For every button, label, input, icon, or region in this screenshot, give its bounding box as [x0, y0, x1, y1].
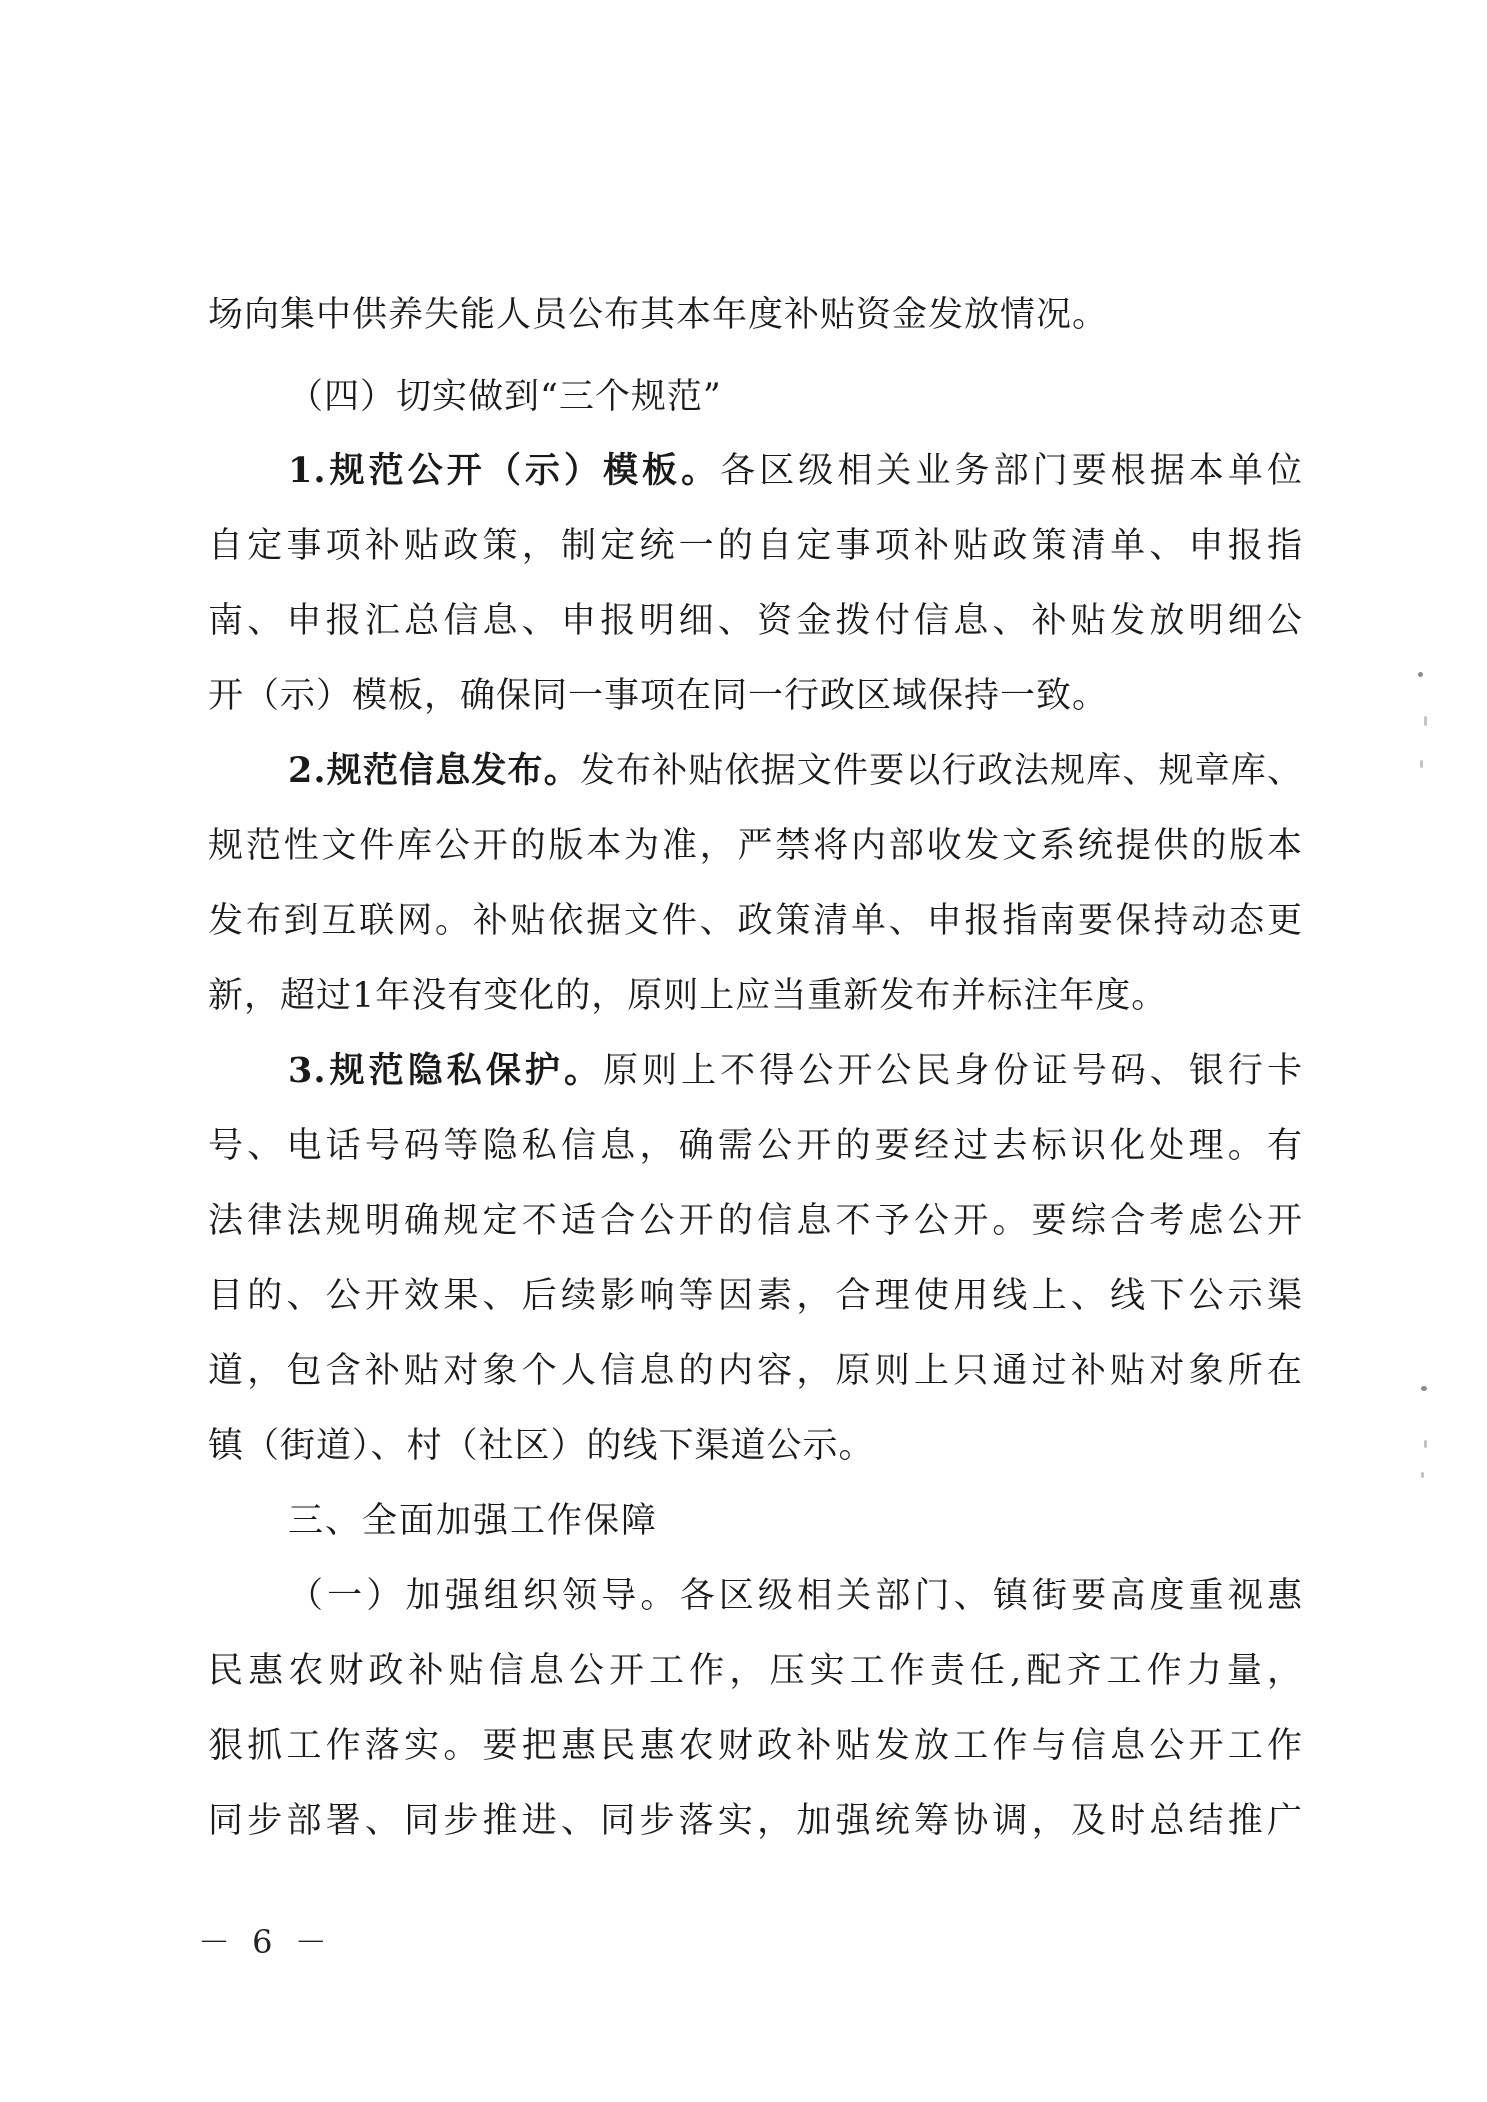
- paragraph-line: 场向集中供养失能人员公布其本年度补贴资金发放情况。: [208, 295, 1109, 335]
- paragraph-line: 1.规范公开（示）模板。各区级相关业务部门要根据本单位: [288, 450, 1303, 491]
- item-lead: 1.规范公开（示）模板。: [288, 450, 721, 491]
- scan-speck: [1421, 1386, 1427, 1391]
- paragraph-line: 道，包含补贴对象个人信息的内容，原则上只通过补贴对象所在: [208, 1351, 1303, 1391]
- scan-speck: [1424, 1440, 1427, 1448]
- paragraph-line: 狠抓工作落实。要把惠民惠农财政补贴发放工作与信息公开工作: [208, 1726, 1303, 1766]
- paragraph-line: 民惠农财政补贴信息公开工作，压实工作责任,配齐工作力量，: [208, 1651, 1303, 1691]
- paragraph-line: 目的、公开效果、后续影响等因素，合理使用线上、线下公示渠: [208, 1276, 1303, 1316]
- section-heading: 三、全面加强工作保障: [288, 1501, 659, 1541]
- scan-speck: [1421, 1472, 1424, 1478]
- page-number: － 6 －: [198, 1923, 333, 1961]
- paragraph-line: 规范性文件库公开的版本为准，严禁将内部收发文系统提供的版本: [208, 826, 1303, 866]
- paragraph-line: 2.规范信息发布。发布补贴依据文件要以行政法规库、规章库、: [288, 750, 1303, 791]
- paragraph-line: 3.规范隐私保护。原则上不得公开公民身份证号码、银行卡: [288, 1050, 1303, 1091]
- item-lead: 3.规范隐私保护。: [288, 1050, 603, 1091]
- scan-speck: [1420, 760, 1423, 768]
- paragraph-line: （一）加强组织领导。各区级相关部门、镇街要高度重视惠: [288, 1576, 1303, 1616]
- paragraph-line: 法律法规明确规定不适合公开的信息不予公开。要综合考虑公开: [208, 1201, 1303, 1241]
- paragraph-line: 开（示）模板，确保同一事项在同一行政区域保持一致。: [208, 676, 1109, 716]
- paragraph-line: 新，超过1年没有变化的，原则上应当重新发布并标注年度。: [208, 976, 1168, 1016]
- paragraph-line: 南、申报汇总信息、申报明细、资金拨付信息、补贴发放明细公: [208, 601, 1303, 641]
- subsection-heading: （四）切实做到“三个规范”: [288, 377, 722, 417]
- paragraph-line: 号、电话号码等隐私信息，确需公开的要经过去标识化处理。有: [208, 1126, 1303, 1166]
- scan-speck: [1418, 672, 1423, 677]
- paragraph-line: 自定事项补贴政策，制定统一的自定事项补贴政策清单、申报指: [208, 526, 1303, 566]
- scan-speck: [1424, 716, 1427, 726]
- item-lead: 2.规范信息发布。: [288, 750, 580, 791]
- paragraph-line: 同步部署、同步推进、同步落实，加强统筹协调，及时总结推广: [208, 1801, 1303, 1841]
- paragraph-line: 镇（街道）、村（社区）的线下渠道公示。: [208, 1426, 875, 1466]
- paragraph-line: 发布到互联网。补贴依据文件、政策清单、申报指南要保持动态更: [208, 901, 1303, 941]
